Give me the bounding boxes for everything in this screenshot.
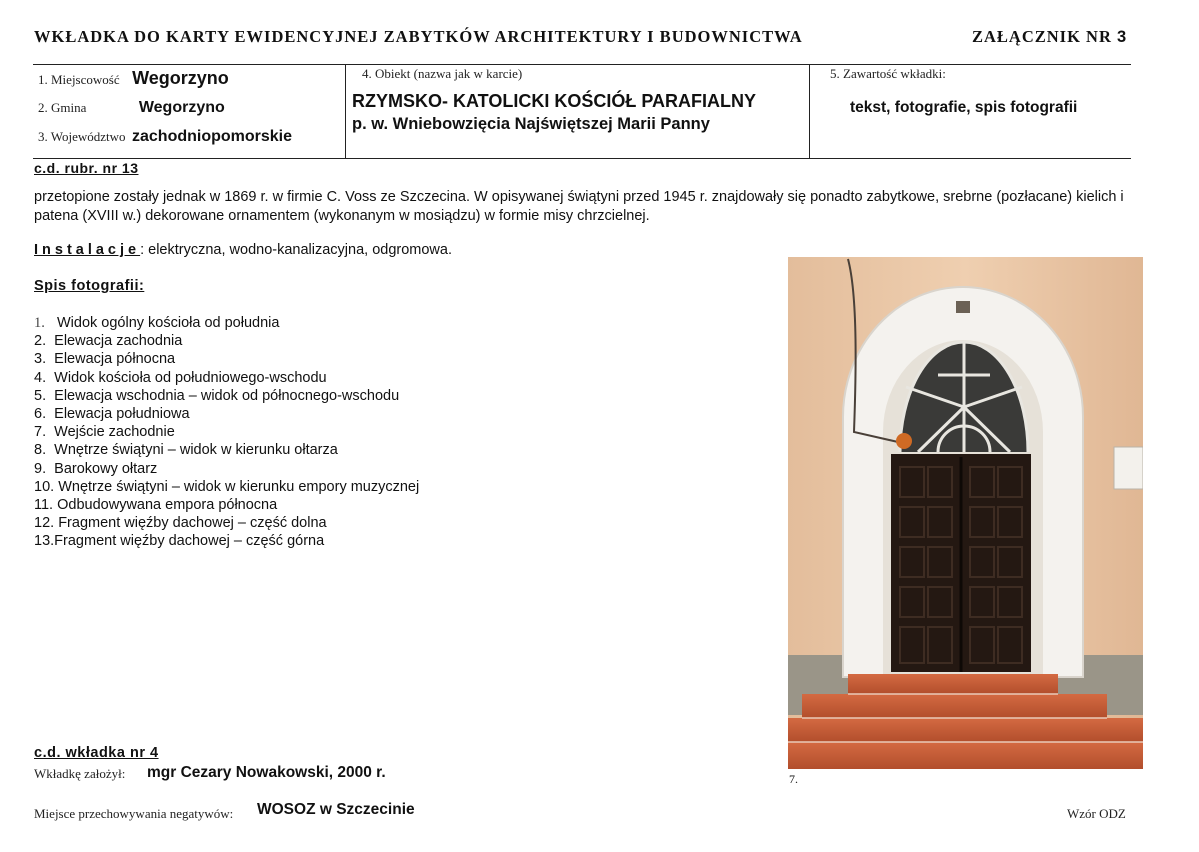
list-item (34, 332, 419, 350)
annex-label (972, 27, 1127, 47)
commune-value: Wegorzyno (138, 99, 225, 116)
installations-line (34, 242, 452, 258)
locality-field (38, 68, 229, 89)
author-label: Wkładkę założył: (34, 766, 126, 781)
photo-caption: 7. (789, 772, 798, 786)
list-item-number: 3. (34, 351, 47, 368)
list-item (34, 423, 419, 441)
document-title: WKŁADKA DO KARTY EWIDENCYJNEJ ZABYTKÓW ARCHITEKTURY I BUDOWNICTWA (34, 27, 803, 46)
list-item (34, 314, 419, 332)
list-item (34, 405, 419, 423)
list-item-text: Widok kościoła od południowego-wschodu (54, 369, 327, 386)
list-item-text: Wnętrze świątyni – widok w kierunku empory muzycznej (58, 478, 420, 495)
step-bottom (788, 742, 1143, 769)
list-item-number: 10. (34, 478, 55, 495)
object-name-line2: p. w. Wniebowzięcia Najświętszej Marii Panny (352, 115, 710, 133)
table-bottom-border (33, 158, 1131, 159)
object-name-line1: RZYMSKO- KATOLICKI KOŚCIÓŁ PARAFIALNY (352, 91, 756, 111)
list-item-text: Barokowy ołtarz (54, 460, 158, 477)
list-item-number: 6. (34, 406, 47, 423)
author-value: mgr Cezary Nowakowski, 2000 r. (147, 764, 386, 781)
list-item (34, 387, 419, 405)
voivodeship-value: zachodniopomorskie (132, 128, 293, 145)
table-top-border (33, 64, 1131, 65)
list-item-number: 12. (34, 515, 55, 532)
photo-list (34, 314, 419, 551)
list-item-number: 7. (34, 424, 47, 441)
list-item (34, 350, 419, 368)
list-item-text: Elewacja północna (54, 351, 176, 368)
church-entrance-photo (788, 257, 1143, 769)
lamp-icon (956, 301, 970, 313)
list-item-number: 5. (34, 387, 47, 404)
list-item (34, 369, 419, 387)
list-item (34, 478, 419, 496)
commune-field (38, 99, 225, 117)
voivodeship-label: 3. Województwo (38, 129, 126, 144)
list-item-text: Wnętrze świątyni – widok w kierunku ołtarza (54, 442, 338, 459)
locality-value: Wegorzyno (132, 68, 229, 88)
list-item-number: 2. (34, 333, 47, 350)
installations-heading: Instalacje (34, 242, 141, 258)
siren-icon (896, 433, 912, 449)
list-item-number: 8. (34, 442, 47, 459)
list-item-text: Wejście zachodnie (54, 424, 175, 441)
continuation-heading: c.d. rubr. nr 13 (34, 160, 139, 176)
commune-label: 2. Gmina (38, 100, 87, 115)
storage-value: WOSOZ w Szczecinie (257, 801, 415, 818)
contents-label: 5. Zawartość wkładki: (830, 66, 946, 81)
contents-value: tekst, fotografie, spis fotografii (850, 99, 1078, 116)
voivodeship-field (38, 128, 292, 146)
list-item (34, 441, 419, 459)
step-lower (788, 718, 1143, 742)
storage-label: Miejsce przechowywania negatywów: (34, 806, 234, 821)
table-divider-1 (345, 64, 346, 159)
list-item-text: Widok ogólny kościoła od południa (56, 315, 280, 331)
pattern-label: Wzór ODZ (1067, 806, 1126, 821)
church-entrance-illustration (788, 257, 1143, 769)
list-item-text: Elewacja południowa (54, 406, 190, 423)
list-item-number: 1. (34, 315, 45, 331)
list-item (34, 532, 419, 550)
annex-number: 3 (1117, 28, 1128, 46)
list-item-number: 4. (34, 369, 47, 386)
photo-list-heading: Spis fotografii: (34, 278, 145, 294)
list-item-text: Fragment więźby dachowej – część dolna (58, 515, 327, 532)
list-item-number: 13. (34, 533, 55, 550)
locality-label: 1. Miejscowość (38, 72, 120, 87)
list-item-number: 11. (34, 497, 54, 514)
list-item-text: Odbudowywana empora północna (57, 497, 278, 514)
list-item (34, 460, 419, 478)
list-item-text: Elewacja zachodnia (54, 333, 183, 350)
list-item-text: Fragment więźby dachowej – część górna (54, 533, 325, 550)
list-item (34, 514, 419, 532)
insert-continuation: c.d. wkładka nr 4 (34, 745, 159, 761)
step-middle (802, 694, 1107, 718)
plaque (1114, 447, 1143, 489)
body-paragraph: przetopione zostały jednak w 1869 r. w firmie C. Voss ze Szczecina. W opisywanej świątyni przed 1945 r. znajdowały się ponadto zabytkowe, srebrne (pozłacane) kielich i patena (XVIII w.) dekorowane ornamentem (wykonanym w mosiądzu) w formie misy chrzcielnej. (34, 189, 1124, 224)
list-item (34, 496, 419, 514)
list-item-text: Elewacja wschodnia – widok od północnego-wschodu (54, 387, 400, 404)
annex-label-text: ZAŁĄCZNIK NR (972, 27, 1112, 46)
object-label: 4. Obiekt (nazwa jak w karcie) (362, 66, 523, 81)
list-item-number: 9. (34, 460, 47, 477)
table-divider-2 (809, 64, 810, 159)
step-top (848, 674, 1058, 694)
installations-text: : elektryczna, wodno-kanalizacyjna, odgromowa. (140, 242, 452, 258)
